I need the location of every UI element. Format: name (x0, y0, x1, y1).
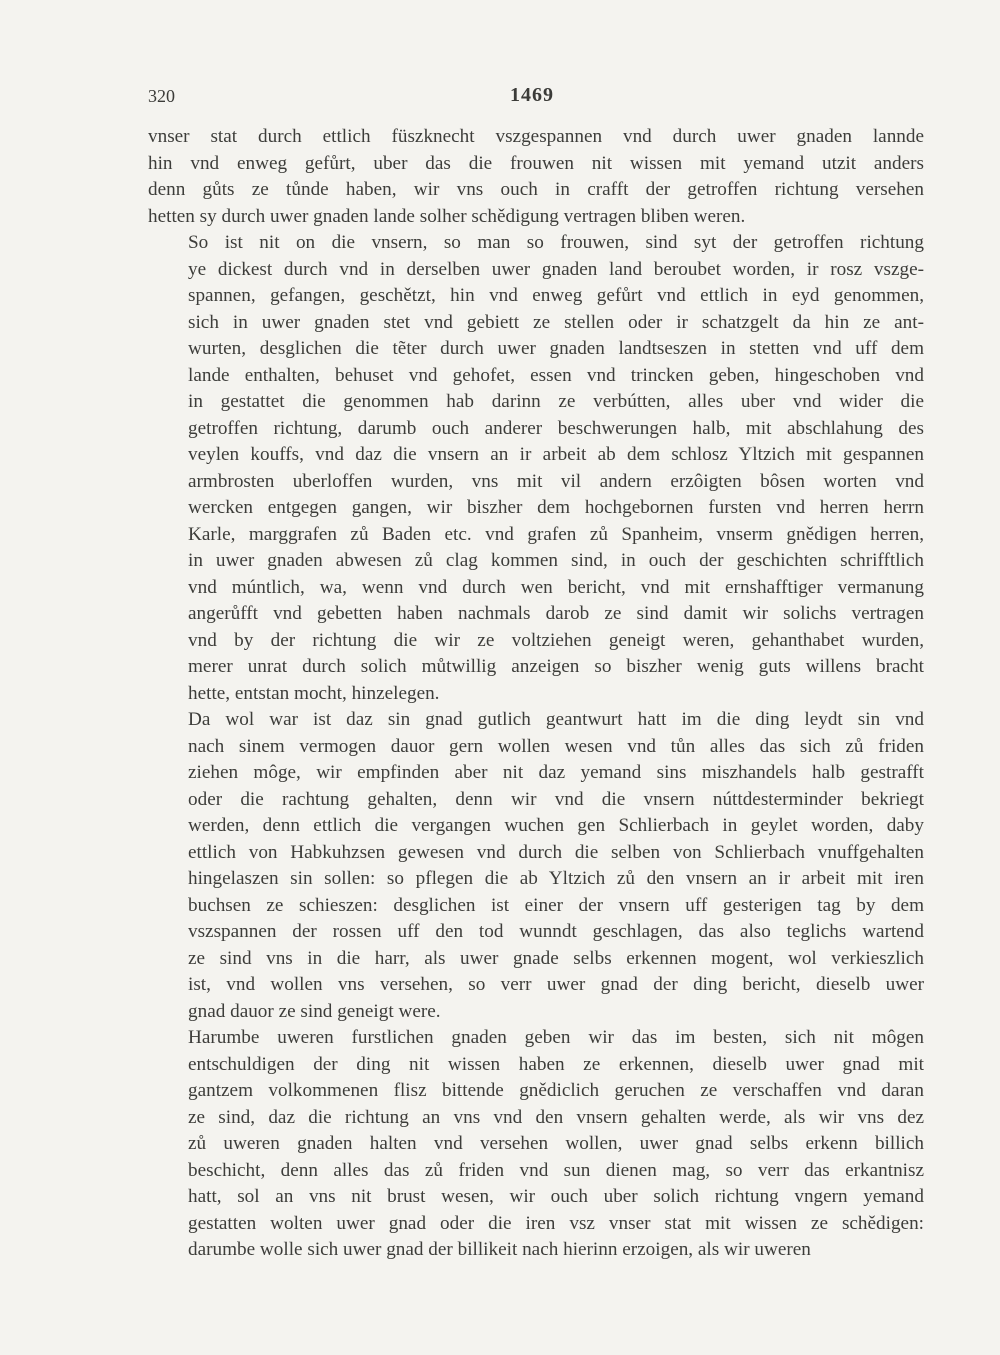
text-line: gestatten wolten uwer gnad oder die iren vsz vnser stat mit wissen ze schědigen: (188, 1212, 924, 1234)
text-line: gantzem volkommenen flisz bittende gnědiclich geruchen ze verschaffen vnd daran (188, 1080, 924, 1101)
text-line: entschuldigen der ding nit wissen haben ze erkennen, dieselb uwer gnad mit (188, 1053, 924, 1075)
text-line: Da wol war ist daz sin gnad gutlich geantwurt hatt im die ding leydt sin vnd (188, 709, 924, 730)
text-line: hatt, sol an vns nit brust wesen, wir ouch uber solich richtung vngern yemand (188, 1186, 924, 1207)
text-line: gnad dauor ze sind geneigt were. (188, 1000, 441, 1022)
text-line: getroffen richtung, darumb ouch anderer beschwerungen halb, mit abschlahung des (188, 417, 924, 439)
text-line: hette, entstan mocht, hinzelegen. (188, 682, 440, 704)
text-line: wercken entgegen gangen, wir biszher dem hochgebornen fursten vnd herren herrn (188, 497, 924, 518)
page-number: 320 (148, 86, 175, 106)
text-line: werden, denn ettlich die vergangen wuchen gen Schlierbach in geylet worden, daby (188, 815, 924, 836)
text-line: hin vnd enweg gefůrt, uber das die frouwen nit wissen mit yemand utzit anders (148, 152, 924, 174)
text-line: in uwer gnaden abwesen zů clag kommen sind, in ouch der geschichten schrifftlich (188, 550, 924, 571)
text-line: veylen kouffs, vnd daz die vnsern an ir arbeit ab dem schlosz Yltzich mit gespannen (188, 444, 924, 465)
paragraph (148, 124, 924, 230)
text-line: vnd múntlich, wa, wenn vnd durch wen bericht, vnd mit ernshafftiger vermanung (188, 576, 924, 598)
text-line: darumbe wolle sich uwer gnad der billikeit nach hierinn erzoigen, als wir uweren (188, 1239, 811, 1260)
paragraph (148, 707, 924, 1025)
paragraph (148, 230, 924, 707)
text-line: lande enthalten, behuset vnd gehofet, essen vnd trincken geben, hingeschoben vnd (188, 364, 924, 386)
page-header (148, 86, 924, 112)
text-line: wurten, desglichen die tẽter durch uwer gnaden landtseszen in stetten vnd uff dem (188, 338, 924, 359)
text-line: nach sinem vermogen dauor gern wollen wesen vnd tůn alles das sich zů friden (188, 735, 924, 757)
text-line: beschicht, denn alles das zů friden vnd sun dienen mag, so verr das erkantnisz (188, 1159, 924, 1181)
text-line: Karle, marggrafen zů Baden etc. vnd grafen zů Spanheim, vnserm gnědigen herren, (188, 523, 924, 545)
paragraph (148, 1025, 924, 1264)
text-line: So ist nit on die vnsern, so man so frouwen, sind syt der getroffen richtung (188, 232, 924, 253)
text-line: in gestattet die genommen hab darinn ze verbútten, alles uber vnd wider die (188, 391, 924, 412)
text-line: merer unrat durch solich můtwillig anzeigen so biszher wenig guts willens bracht (188, 656, 924, 677)
text-line: vnser stat durch ettlich füszknecht vszgespannen vnd durch uwer gnaden lannde (148, 126, 924, 147)
text-line: Harumbe uweren furstlichen gnaden geben wir das im besten, sich nit môgen (188, 1027, 924, 1048)
text-line: ze sind, daz die richtung an vns vnd den vnsern gehalten werde, als wir vns dez (188, 1106, 924, 1128)
text-line: ziehen môge, wir empfinden aber nit daz yemand sins miszhandels halb gestrafft (188, 762, 924, 783)
text-line: denn gůts ze tůnde haben, wir vns ouch in crafft der getroffen richtung versehen (148, 179, 924, 200)
text-line: zů uweren gnaden halten vnd versehen wollen, uwer gnad selbs erkenn billich (188, 1133, 924, 1154)
text-line: spannen, gefangen, geschětzt, hin vnd enweg gefůrt vnd ettlich in eyd genommen, (188, 285, 924, 306)
text-line: sich in uwer gnaden stet vnd gebiett ze stellen oder ir schatzgelt da hin ze ant- (188, 311, 924, 333)
text-line: vszspannen der rossen uff den tod wunndt geschlagen, das also teglichs wartend (188, 921, 924, 942)
text-line: ye dickest durch vnd in derselben uwer gnaden land beroubet worden, ir rosz vszge- (188, 258, 924, 280)
body-text (148, 124, 924, 1264)
text-line: hingelaszen sin sollen: so pflegen die ab Yltzich zů den vnsern an ir arbeit mit iren (188, 868, 924, 889)
text-line: ettlich von Habkuhzsen gewesen vnd durch die selben von Schlierbach vnuffgehalten (188, 841, 924, 863)
text-line: oder die rachtung gehalten, denn wir vnd die vnsern núttdesterminder bekriegt (188, 788, 924, 810)
text-line: vnd by der richtung die wir ze voltziehen geneigt weren, gehanthabet wurden, (188, 629, 924, 651)
text-line: ist, vnd wollen vns versehen, so verr uwer gnad der ding bericht, dieselb uwer (188, 974, 924, 995)
text-line: buchsen ze schieszen: desglichen ist einer der vnsern uff gesterigen tag by dem (188, 894, 924, 916)
text-line: angerůfft vnd gebetten haben nachmals darob ze sind damit wir solichs vertragen (188, 603, 924, 624)
text-line: ze sind vns in die harr, als uwer gnade selbs erkennen mogent, wol verkieszlich (188, 947, 924, 969)
text-line: armbrosten uberloffen wurden, vns mit vil andern erzôigten bôsen worten vnd (188, 470, 924, 492)
year-heading: 1469 (510, 84, 554, 106)
text-line: hetten sy durch uwer gnaden lande solher schědigung vertragen bliben weren. (148, 205, 746, 227)
